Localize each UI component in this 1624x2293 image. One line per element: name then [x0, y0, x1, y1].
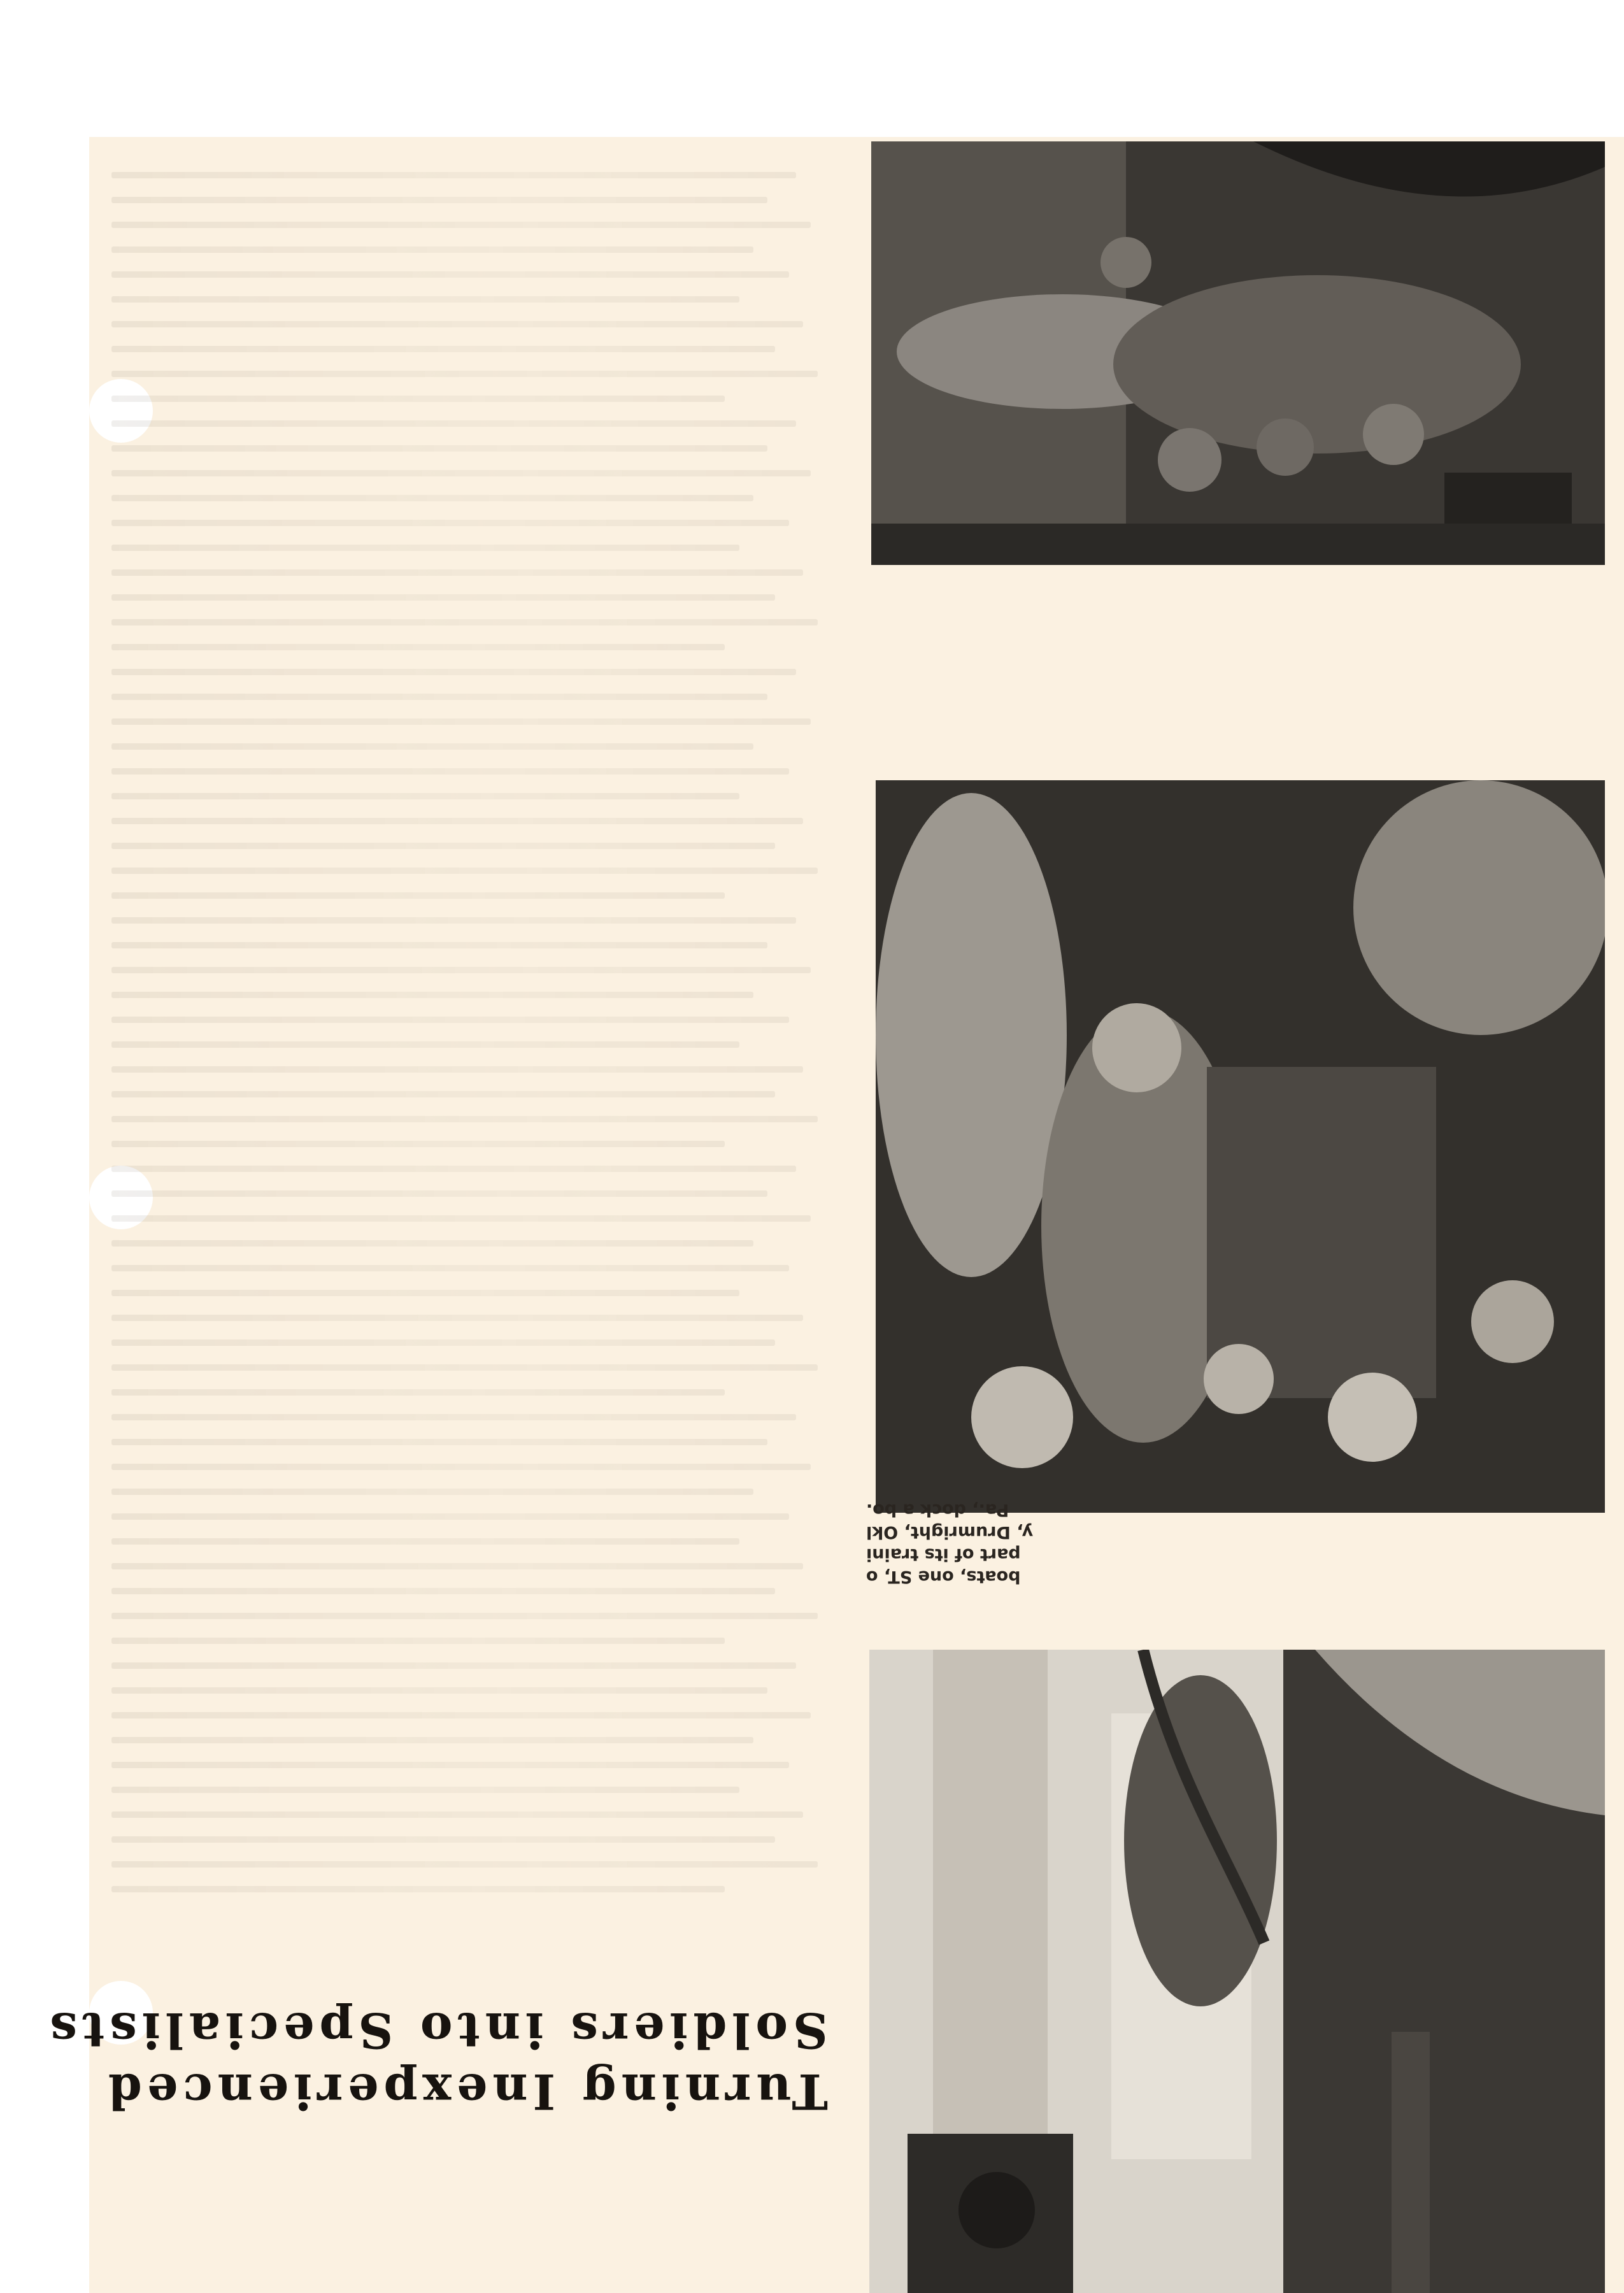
title-line-2: Soldiers into Specialists [45, 2002, 828, 2059]
caption-line: part of its traini [866, 1545, 1021, 1564]
photo-soldiers-repairing-engine [876, 780, 1605, 1513]
photo-soldiers-docking-boat [869, 1650, 1605, 2293]
photo-soldiers-repairing-engine-image [876, 780, 1605, 1513]
bleed-through-text [111, 172, 825, 1911]
photo-soldiers-aboard-ship-image [871, 141, 1605, 565]
photo-caption [866, 1500, 1034, 1588]
title-line-1: Turning Inexperienced [103, 2063, 828, 2120]
caption-line: y, Drumright, Okl [866, 1522, 1034, 1542]
photo-soldiers-aboard-ship [871, 141, 1605, 565]
photo-soldiers-docking-boat-image [869, 1650, 1605, 2293]
caption-line: Pa., dock a bo. [866, 1500, 1009, 1520]
caption-line: boats, one ST, o [866, 1567, 1021, 1587]
article-title [45, 1987, 828, 2134]
